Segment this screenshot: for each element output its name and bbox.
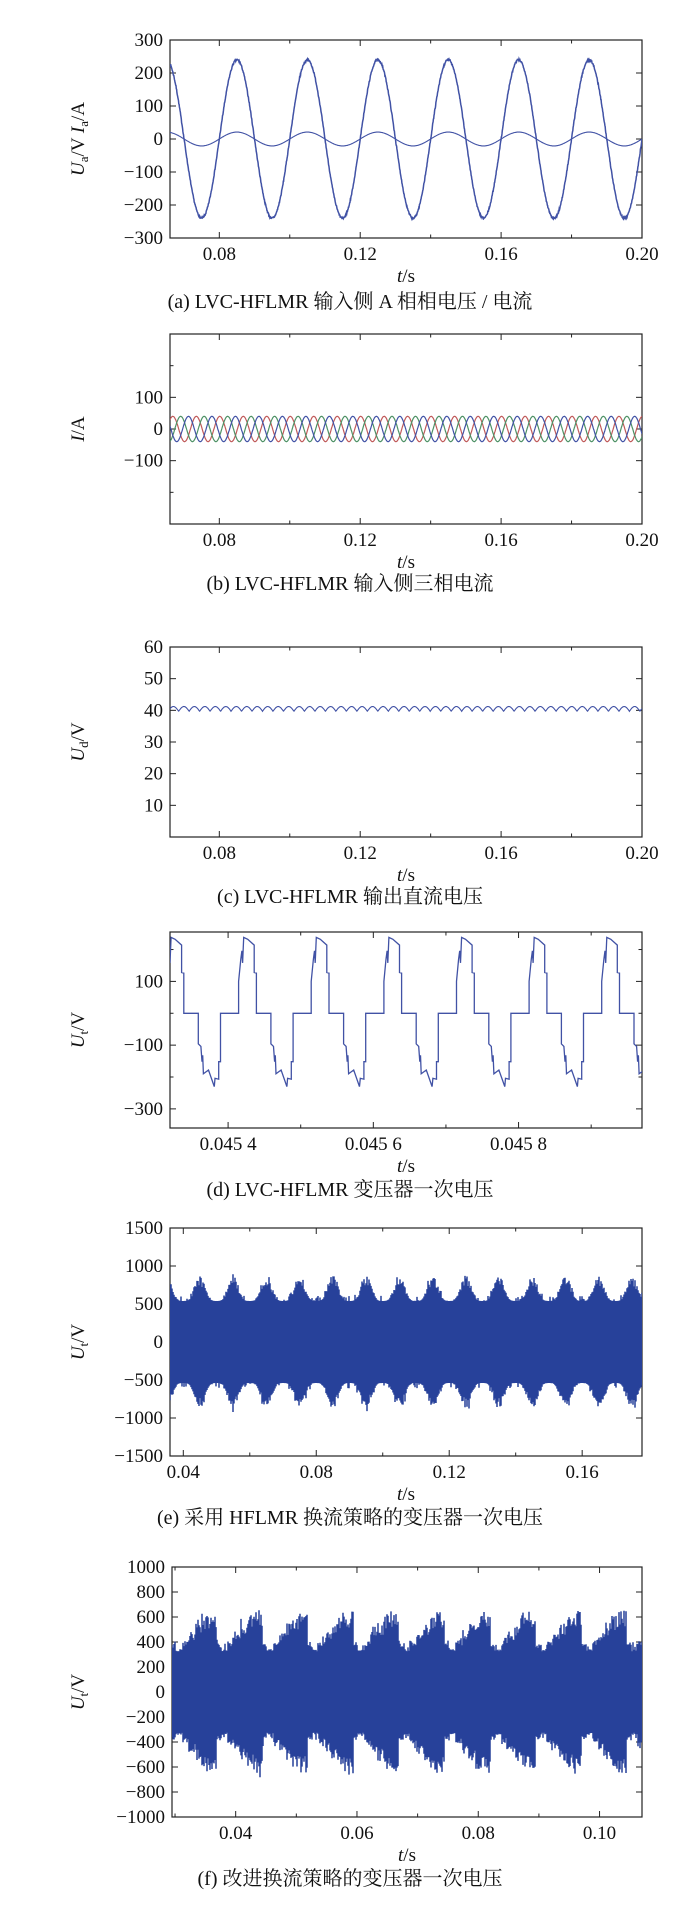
svg-text:300: 300 [134, 30, 163, 51]
svg-text:20: 20 [144, 763, 163, 785]
svg-text:t/s: t/s [397, 552, 415, 568]
subfigure-f [0, 1555, 700, 1893]
svg-text:−1000: −1000 [116, 1807, 165, 1828]
svg-text:t/s: t/s [397, 1156, 415, 1174]
chart-a-input-voltage-current [0, 24, 700, 286]
svg-text:I/A: I/A [68, 416, 89, 442]
svg-text:0.08: 0.08 [461, 1823, 495, 1844]
svg-text:0: 0 [155, 1682, 165, 1703]
hf-voltage-band [170, 1274, 642, 1412]
caption-a: (a) LVC-HFLMR 输入侧 A 相相电压 / 电流 [167, 291, 533, 313]
svg-text:−1500: −1500 [114, 1446, 163, 1467]
svg-text:Ut/V: $U_t/V$ [68, 1323, 91, 1361]
svg-text:t/s: t/s [398, 1845, 416, 1863]
svg-text:0.12: 0.12 [343, 843, 377, 864]
axes [68, 932, 642, 1174]
chart-b-three-phase-currents [0, 322, 700, 568]
svg-text:100: 100 [134, 96, 163, 117]
svg-text:−800: −800 [125, 1782, 165, 1803]
svg-text:Ua/V Ia/A: $U_a/V$ $I_a/A$ [68, 102, 91, 176]
subfigure-e [0, 1214, 700, 1532]
svg-text:0.16: 0.16 [484, 530, 518, 551]
svg-text:t/s: t/s [397, 865, 415, 881]
svg-text:0.08: 0.08 [299, 1462, 333, 1483]
svg-text:−100: −100 [123, 1035, 163, 1057]
svg-text:500: 500 [134, 1294, 163, 1315]
svg-text:10: 10 [144, 795, 163, 817]
svg-text:−300: −300 [123, 1098, 163, 1120]
svg-text:−300: −300 [123, 228, 163, 249]
transformer-primary-voltage [90, 937, 700, 1086]
svg-text:Ud/V: $U_d/V$ [68, 722, 91, 762]
svg-text:−500: −500 [123, 1370, 163, 1391]
waveforms [170, 59, 642, 219]
chart-f-improved-strategy-voltage [0, 1555, 700, 1863]
svg-text:0.20: 0.20 [625, 244, 659, 265]
svg-text:0.045 6: 0.045 6 [344, 1134, 402, 1155]
svg-text:−100: −100 [123, 162, 163, 183]
waveforms [90, 937, 700, 1086]
caption-c: (c) LVC-HFLMR 输出直流电压 [217, 886, 483, 908]
svg-text:0.08: 0.08 [202, 244, 236, 265]
svg-text:t/s: t/s [397, 266, 415, 286]
svg-text:200: 200 [134, 63, 163, 84]
svg-text:−200: −200 [125, 1707, 165, 1728]
svg-text:60: 60 [144, 637, 163, 658]
svg-text:600: 600 [136, 1607, 165, 1628]
axes [68, 30, 659, 286]
svg-text:100: 100 [134, 387, 163, 409]
svg-text:800: 800 [136, 1582, 165, 1603]
chart-e-hflmr-strategy-voltage [0, 1214, 700, 1502]
caption-d: (d) LVC-HFLMR 变压器一次电压 [206, 1179, 494, 1201]
svg-text:1000: 1000 [127, 1557, 165, 1578]
svg-text:0: 0 [153, 129, 163, 150]
svg-text:0.045 4: 0.045 4 [199, 1134, 257, 1155]
caption-e: (e) 采用 HFLMR 换流策略的变压器一次电压 [156, 1507, 544, 1529]
svg-text:0.20: 0.20 [625, 843, 659, 864]
svg-text:0.16: 0.16 [484, 244, 518, 265]
caption-b: (b) LVC-HFLMR 输入侧三相电流 [206, 573, 494, 595]
svg-text:0.16: 0.16 [484, 843, 518, 864]
waveforms [170, 416, 642, 441]
waveforms [170, 1274, 642, 1412]
subfigure-c [0, 635, 700, 911]
improved-voltage-band [172, 1610, 642, 1777]
svg-text:200: 200 [136, 1657, 165, 1678]
svg-text:−1000: −1000 [114, 1408, 163, 1429]
svg-text:50: 50 [144, 668, 163, 690]
dc-output-voltage [170, 707, 642, 712]
svg-text:400: 400 [136, 1632, 165, 1653]
svg-text:−100: −100 [123, 450, 163, 472]
svg-text:1500: 1500 [125, 1218, 163, 1239]
svg-text:0.08: 0.08 [202, 843, 236, 864]
svg-text:−600: −600 [125, 1757, 165, 1778]
svg-text:0: 0 [153, 419, 163, 440]
waveforms [172, 1610, 642, 1777]
svg-text:30: 30 [144, 732, 163, 753]
svg-text:0.12: 0.12 [432, 1462, 466, 1483]
svg-text:0.20: 0.20 [625, 530, 659, 551]
chart-c-dc-output-voltage [0, 635, 700, 881]
svg-text:Ut/V: $U_t/V$ [68, 1011, 91, 1049]
svg-text:−400: −400 [125, 1732, 165, 1753]
subfigure-a [0, 24, 700, 316]
svg-text:0.16: 0.16 [565, 1462, 599, 1483]
axes [68, 637, 659, 881]
waveforms [170, 707, 642, 712]
svg-text:Ut/V: $U_t/V$ [68, 1673, 91, 1711]
svg-text:0.04: 0.04 [219, 1823, 253, 1844]
subfigure-b [0, 322, 700, 598]
svg-text:0: 0 [153, 1332, 163, 1353]
svg-text:0.08: 0.08 [202, 530, 236, 551]
svg-text:0.06: 0.06 [340, 1823, 374, 1844]
svg-text:0.12: 0.12 [343, 530, 377, 551]
subfigure-d [0, 918, 700, 1204]
svg-text:100: 100 [134, 971, 163, 993]
svg-text:0.04: 0.04 [166, 1462, 200, 1483]
svg-text:1000: 1000 [125, 1256, 163, 1277]
caption-f: (f) 改进换流策略的变压器一次电压 [197, 1868, 503, 1890]
svg-text:0.10: 0.10 [582, 1823, 617, 1844]
axes [68, 334, 659, 568]
svg-text:0.12: 0.12 [343, 244, 377, 265]
svg-text:0.045 8: 0.045 8 [490, 1134, 548, 1155]
svg-text:−200: −200 [123, 195, 163, 216]
chart-d-transformer-primary-voltage [0, 918, 700, 1174]
svg-text:40: 40 [144, 700, 163, 722]
svg-text:t/s: t/s [397, 1484, 415, 1502]
